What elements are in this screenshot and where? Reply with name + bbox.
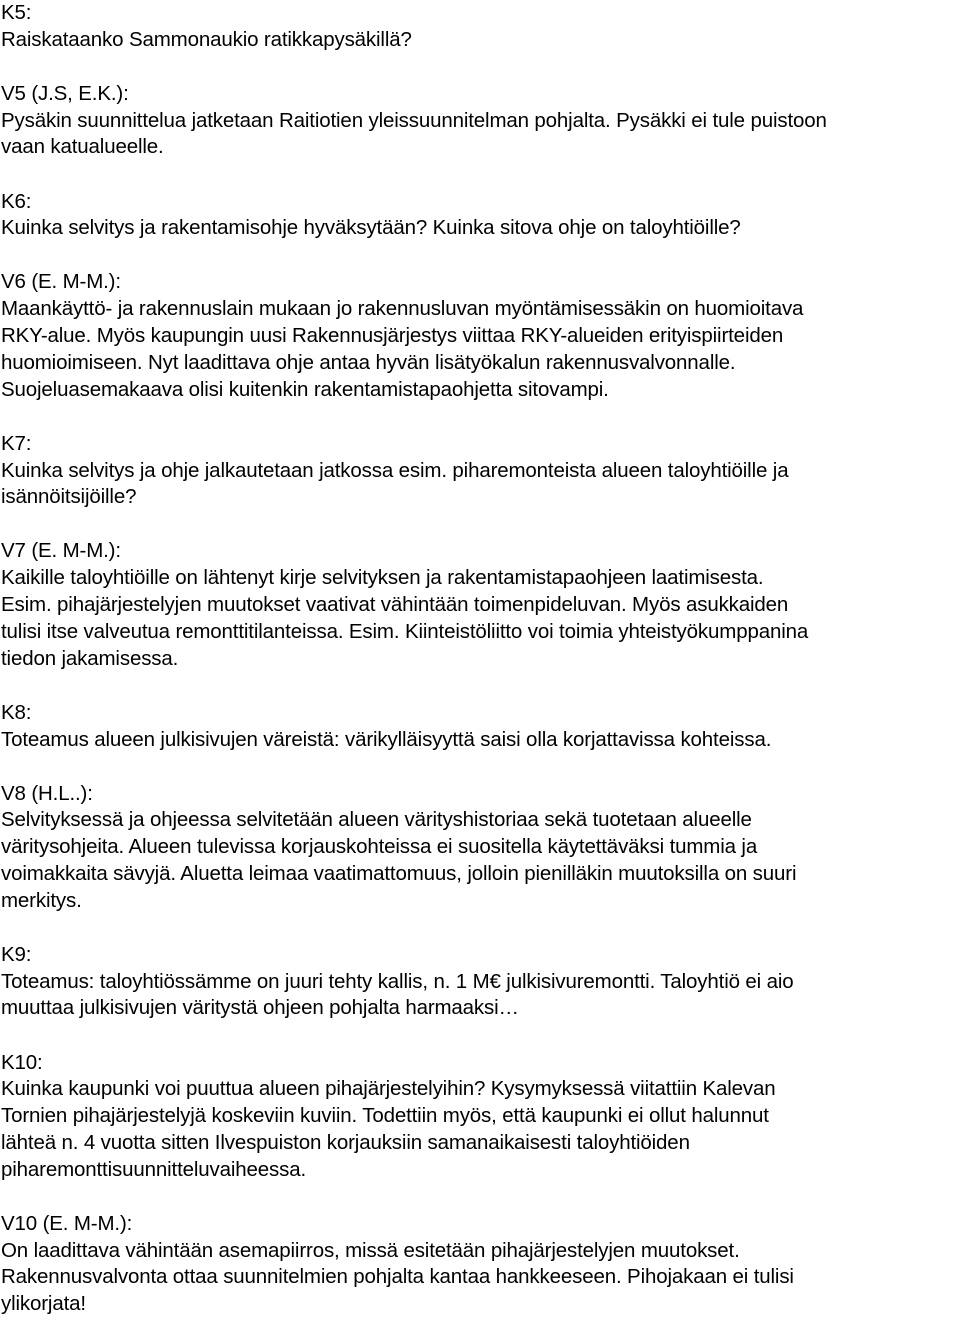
text-line: Toteamus: taloyhtiössämme on juuri tehty kallis, n. 1 M€ julkisivuremontti. Taloyhtiö ei aio <box>1 969 794 993</box>
block-heading: V8 (H.L..): <box>1 781 93 805</box>
text-line: piharemonttisuunnitteluvaiheessa. <box>1 1157 307 1181</box>
text-line: Kuinka kaupunki voi puuttua alueen pihajärjestelyihin? Kysymyksessä viitattiin Kalevan <box>1 1077 776 1101</box>
text-line: Esim. pihajärjestelyjen muutokset vaativat vähintään toimenpideluvan. Myös asukkaiden <box>1 593 789 617</box>
text-line: ylikorjata! <box>1 1292 86 1316</box>
paragraph-gap <box>0 54 960 81</box>
question-k10 <box>0 1050 960 1184</box>
block-heading: K5: <box>1 1 32 24</box>
question-k9 <box>0 942 960 1022</box>
text-line: Kuinka selvitys ja rakentamisohje hyväksytään? Kuinka sitova ohje on taloyhtiöille? <box>1 216 741 240</box>
block-heading: K9: <box>1 942 32 966</box>
question-k8 <box>0 700 960 754</box>
text-line: tiedon jakamisessa. <box>1 646 179 670</box>
paragraph-gap <box>0 1022 960 1049</box>
block-heading: V5 (J.S, E.K.): <box>1 81 129 105</box>
paragraph-gap <box>0 915 960 942</box>
text-line: vaan katualueelle. <box>1 135 164 159</box>
text-line: Pysäkin suunnittelua jatketaan Raitiotien yleissuunnitelman pohjalta. Pysäkki ei tule puistoon <box>1 108 827 132</box>
text-line: lähteä n. 4 vuotta sitten Ilvespuiston korjauksiin samanaikaisesti taloyhtiöiden <box>1 1130 690 1154</box>
text-line: RKY-alue. Myös kaupungin uusi Rakennusjärjestys viittaa RKY-alueiden erityispiirteiden <box>1 324 784 348</box>
text-line: On laadittava vähintään asemapiirros, missä esitetään pihajärjestelyjen muutokset. <box>1 1238 740 1262</box>
text-line: huomioimiseen. Nyt laadittava ohje antaa hyvän lisätyökalun rakennusvalvonnalle. <box>1 350 736 374</box>
answer-v7 <box>0 538 960 672</box>
question-k7 <box>0 431 960 511</box>
text-line: Maankäyttö- ja rakennuslain mukaan jo rakennusluvan myöntämisessäkin on huomioitava <box>1 297 804 321</box>
text-line: Suojeluasemakaava olisi kuitenkin rakentamistapaohjetta sitovampi. <box>1 377 609 401</box>
question-k6 <box>0 189 960 243</box>
paragraph-gap <box>0 242 960 269</box>
answer-v5 <box>0 81 960 161</box>
text-line: isännöitsijöille? <box>1 485 137 509</box>
text-line: Kaikille taloyhtiöille on lähtenyt kirje selvityksen ja rakentamistapaohjeen laatimisesta. <box>1 566 764 590</box>
answer-v8 <box>0 781 960 915</box>
text-line: tulisi itse valveutua remonttitilanteissa. Esim. Kiinteistöliitto voi toimia yhteistyökumppanina <box>1 619 809 643</box>
block-heading: K6: <box>1 189 32 213</box>
block-heading: V6 (E. M-M.): <box>1 270 121 294</box>
block-heading: V7 (E. M-M.): <box>1 539 121 563</box>
text-line: väritysohjeita. Alueen tulevissa korjauskohteissa ei suositella käytettäväksi tummia ja <box>1 835 758 859</box>
text-line: muuttaa julkisivujen väritystä ohjeen pohjalta harmaaksi… <box>1 996 519 1020</box>
paragraph-gap <box>0 753 960 780</box>
question-k5 <box>0 0 960 54</box>
block-heading: V10 (E. M-M.): <box>1 1211 133 1235</box>
answer-v6 <box>0 269 960 403</box>
text-line: Rakennusvalvonta ottaa suunnitelmien pohjalta kantaa hankkeeseen. Pihojakaan ei tulisi <box>1 1265 794 1289</box>
text-line: voimakkaita sävyjä. Aluetta leimaa vaatimattomuus, jolloin pienilläkin muutoksilla on suuri <box>1 862 797 885</box>
block-heading: K10: <box>1 1050 43 1074</box>
block-heading: K8: <box>1 700 32 724</box>
paragraph-gap <box>0 672 960 699</box>
paragraph-gap <box>0 1184 960 1211</box>
paragraph-gap <box>0 403 960 430</box>
text-line: Raiskataanko Sammonaukio ratikkapysäkillä? <box>1 27 412 51</box>
paragraph-gap <box>0 161 960 188</box>
block-heading: K7: <box>1 431 32 455</box>
text-line: Toteamus alueen julkisivujen väreistä: värikylläisyyttä saisi olla korjattavissa kohteissa. <box>1 727 772 751</box>
text-line: Kuinka selvitys ja ohje jalkautetaan jatkossa esim. piharemonteista alueen taloyhtiöille ja <box>1 458 789 482</box>
text-line: merkitys. <box>1 888 82 912</box>
paragraph-gap <box>0 511 960 538</box>
text-line: Selvityksessä ja ohjeessa selvitetään alueen värityshistoriaa sekä tuotetaan alueelle <box>1 808 752 832</box>
text-line: Tornien pihajärjestelyjä koskeviin kuviin. Todettiin myös, että kaupunki ei ollut halunnut <box>1 1104 769 1128</box>
answer-v10 <box>0 1211 960 1318</box>
